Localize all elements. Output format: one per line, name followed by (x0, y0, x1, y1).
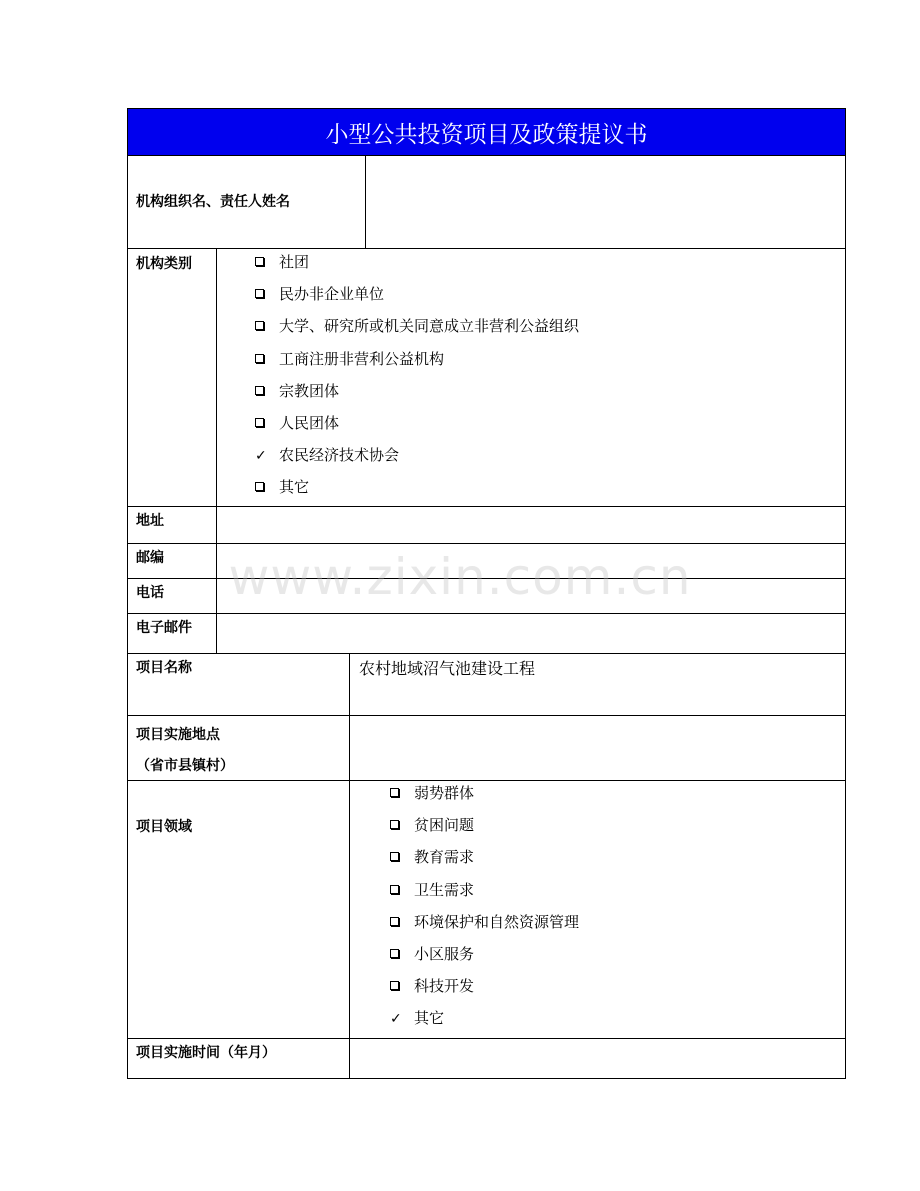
postcode-row (127, 544, 846, 579)
project_field-option-label: 小区服务 (414, 945, 475, 963)
project_field-option-label: 卫生需求 (414, 880, 475, 899)
checkmark-icon[interactable]: ✓ (255, 448, 267, 465)
postcode-field[interactable] (217, 544, 845, 578)
watermark: www.zixin.com.cn (228, 548, 692, 606)
checkbox-icon[interactable] (390, 917, 399, 926)
project-location-label-line1: 项目实施地点 (136, 727, 220, 743)
org-name-field[interactable] (366, 156, 845, 248)
org-type-options (217, 249, 845, 506)
project_field-option[interactable] (390, 879, 474, 900)
address-field[interactable] (217, 507, 845, 543)
org-name-row (127, 156, 846, 249)
checkmark-icon[interactable]: ✓ (390, 1011, 402, 1028)
checkbox-icon[interactable] (390, 820, 399, 829)
project_field-option[interactable] (390, 782, 474, 803)
proposal-form (127, 108, 846, 1079)
org_type-option[interactable] (255, 348, 444, 369)
email-field[interactable] (217, 614, 845, 653)
org_type-option[interactable] (255, 315, 579, 336)
checkbox-icon[interactable] (255, 354, 264, 363)
project_field-option-label: 环境保护和自然资源管理 (414, 912, 580, 931)
project_field-option-label: 科技开发 (414, 977, 475, 996)
project-field-options (350, 781, 845, 1038)
checkbox-icon[interactable] (390, 788, 399, 797)
project_field-option[interactable] (390, 975, 474, 996)
org_type-option-label: 其它 (279, 478, 310, 497)
project_field-option[interactable] (390, 814, 474, 835)
org_type-option-label: 社团 (279, 253, 310, 271)
org_type-option[interactable] (255, 444, 399, 465)
org_type-option[interactable] (255, 283, 384, 304)
checkbox-icon[interactable] (255, 386, 264, 395)
checkbox-icon[interactable] (255, 289, 264, 298)
checkbox-icon[interactable] (390, 949, 399, 958)
project-location-row (127, 716, 846, 781)
project_field-option[interactable] (390, 1007, 444, 1028)
phone-label: 电话 (128, 579, 217, 613)
org_type-option-label: 工商注册非营利公益机构 (279, 349, 445, 368)
address-row (127, 507, 846, 544)
org_type-option[interactable] (255, 412, 339, 433)
project_field-option-label: 其它 (414, 1009, 445, 1028)
org_type-option[interactable] (255, 380, 339, 401)
checkbox-icon[interactable] (390, 852, 399, 861)
email-row (127, 614, 846, 654)
checkbox-icon[interactable] (255, 418, 264, 427)
project-time-row (127, 1039, 846, 1079)
phone-row (127, 579, 846, 614)
project_field-option[interactable] (390, 911, 579, 932)
project_field-option-label: 贫困问题 (414, 816, 475, 835)
org-type-row (127, 249, 846, 507)
checkbox-icon[interactable] (255, 321, 264, 330)
project-field-row (127, 781, 846, 1039)
org_type-option[interactable] (255, 476, 309, 497)
project-time-label: 项目实施时间（年月） (128, 1039, 350, 1078)
checkbox-icon[interactable] (390, 885, 399, 894)
form-title: 小型公共投资项目及政策提议书 (127, 108, 846, 156)
project-time-field[interactable] (350, 1039, 845, 1078)
org-type-label: 机构类别 (128, 249, 217, 506)
email-label: 电子邮件 (128, 614, 217, 653)
org_type-option-label: 大学、研究所或机关同意成立非营利公益组织 (279, 317, 580, 336)
org_type-option-label: 人民团体 (279, 414, 340, 432)
phone-field[interactable] (217, 579, 845, 613)
project-location-field[interactable] (350, 716, 845, 780)
project_field-option-label: 弱势群体 (414, 784, 475, 802)
org_type-option-label: 农民经济技术协会 (279, 446, 400, 465)
project-field-label: 项目领域 (128, 781, 350, 1038)
project-name-label: 项目名称 (128, 654, 350, 715)
project_field-option[interactable] (390, 846, 474, 867)
org_type-option-label: 宗教团体 (279, 381, 340, 400)
checkbox-icon[interactable] (255, 482, 264, 491)
project-name-value[interactable]: 农村地域沼气池建设工程 (359, 659, 536, 678)
project_field-option[interactable] (390, 943, 474, 964)
project-name-row (127, 654, 846, 716)
org_type-option[interactable] (255, 251, 309, 272)
checkbox-icon[interactable] (255, 257, 264, 266)
project-location-label-line2: （省市县镇村） (136, 758, 234, 774)
project-location-label (128, 716, 350, 780)
postcode-label: 邮编 (128, 544, 217, 578)
org-name-label: 机构组织名、责任人姓名 (128, 156, 366, 248)
checkbox-icon[interactable] (390, 981, 399, 990)
project_field-option-label: 教育需求 (414, 848, 475, 867)
org_type-option-label: 民办非企业单位 (279, 285, 385, 304)
address-label: 地址 (128, 507, 217, 543)
